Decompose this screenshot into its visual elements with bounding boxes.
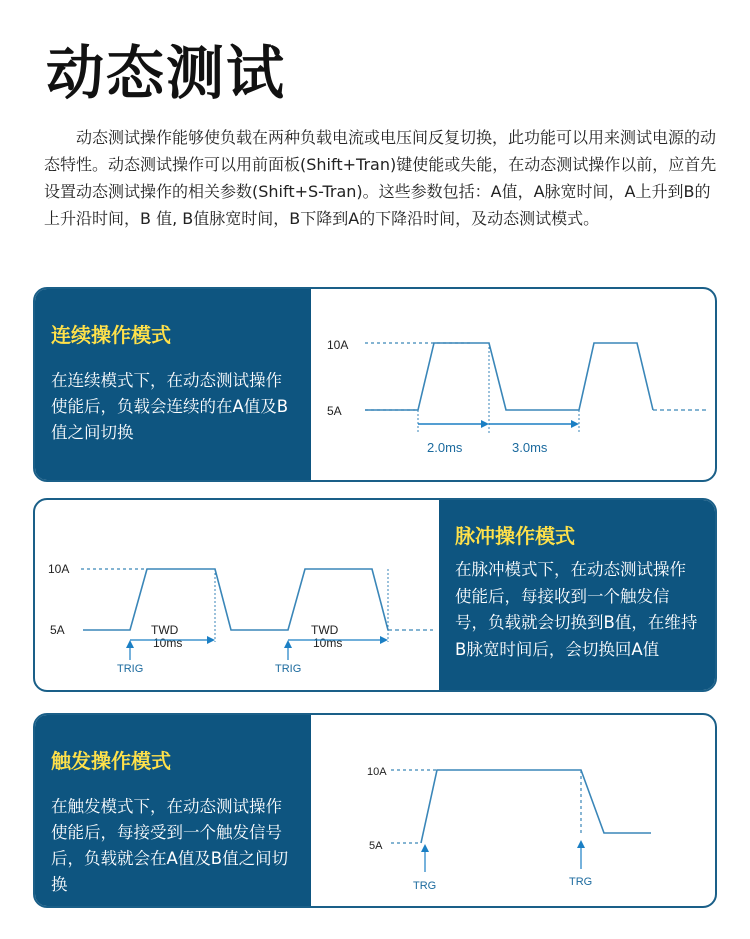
trigger-mode-description: 在触发模式下，在动态测试操作使能后，每接受到一个触发信号后，负载就会在A值及B值之间切换	[51, 797, 289, 894]
trigger-mode-title: 触发操作模式	[51, 749, 171, 773]
waveform	[83, 569, 388, 630]
high-level-label: 10A	[367, 766, 387, 778]
interval-1-arrowhead	[481, 420, 489, 428]
pulse-1-time: 10ms	[153, 636, 183, 650]
trig-2-label: TRG	[569, 876, 593, 888]
pulse-2-arrowhead	[380, 636, 388, 644]
continuous-mode-diagram	[311, 289, 717, 480]
trig-1-label: TRIG	[117, 663, 144, 675]
pulse-1-label: TWD	[151, 623, 179, 637]
low-level-label: 5A	[327, 404, 342, 418]
intro-paragraph: 动态测试操作能够使负载在两种负载电流或电压间反复切换，此功能可以用来测试电源的动态特性。动态测试操作可以用前面板(Shift+Tran)键使能或失能，在动态测试操作以前，应首先设置动态测试操作的相关参数(Shift+S-Tran)。这些参数包括：A值，A脉宽时间，A上升到B的上升沿时间，B 值, B值脉宽时间，B下降到A的下降沿时间，及动态测试模式。	[44, 128, 717, 228]
pulse-mode-card	[33, 498, 717, 692]
pulse-mode-title: 脉冲操作模式	[455, 524, 575, 548]
trig-2-label: TRIG	[275, 663, 302, 675]
waveform	[365, 343, 653, 410]
low-level-label: 5A	[50, 623, 65, 637]
interval-2-label: 3.0ms	[512, 440, 548, 455]
trigger-mode-diagram	[311, 715, 717, 906]
pulse-mode-description: 在脉冲模式下，在动态测试操作使能后，每接收到一个触发信号，负载就会切换到B值，在维持B脉宽时间后，会切换回A值	[455, 560, 698, 659]
pulse-1-arrowhead	[207, 636, 215, 644]
trigger-mode-card	[33, 713, 717, 908]
continuous-mode-panel	[35, 289, 311, 480]
waveform	[421, 770, 651, 843]
trig-1-label: TRG	[413, 880, 437, 892]
continuous-mode-title: 连续操作模式	[51, 323, 171, 347]
high-level-label: 10A	[327, 338, 349, 352]
trig-2-arrowhead	[284, 640, 292, 648]
high-level-label: 10A	[48, 562, 70, 576]
continuous-mode-card	[33, 287, 717, 482]
low-level-label: 5A	[369, 840, 383, 852]
continuous-mode-description: 在连续模式下，在动态测试操作使能后，负载会连续的在A值及B值之间切换	[51, 371, 289, 442]
trig-1-arrowhead	[421, 844, 429, 852]
trigger-mode-panel	[35, 715, 311, 906]
pulse-2-time: 10ms	[313, 636, 343, 650]
pulse-mode-panel	[439, 500, 715, 690]
pulse-mode-diagram	[35, 500, 441, 690]
pulse-2-label: TWD	[311, 623, 339, 637]
page-title: 动态测试	[46, 39, 287, 107]
trig-1-arrowhead	[126, 640, 134, 648]
interval-2-arrowhead	[571, 420, 579, 428]
interval-1-label: 2.0ms	[427, 440, 463, 455]
trig-2-arrowhead	[577, 840, 585, 848]
